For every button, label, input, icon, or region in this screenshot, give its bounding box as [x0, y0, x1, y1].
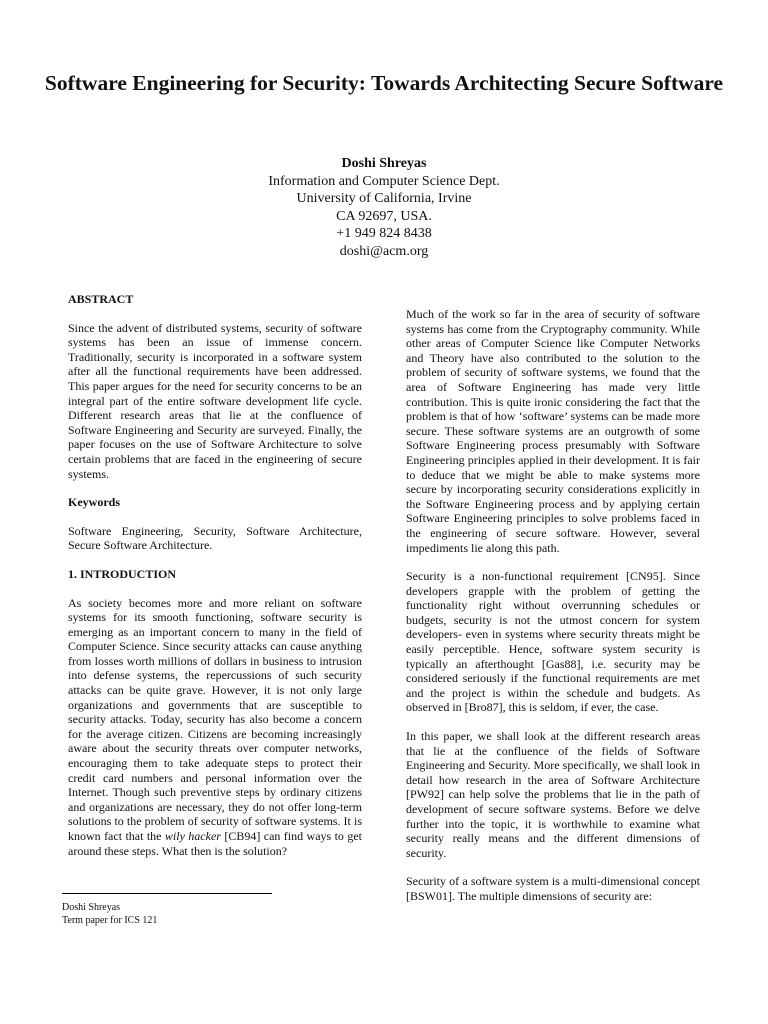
footnote [62, 901, 362, 927]
author-location: CA 92697, USA. [336, 208, 432, 224]
right-column [406, 307, 700, 918]
intro-heading: 1. INTRODUCTION [68, 566, 177, 581]
footnote-line-2: Term paper for ICS 121 [62, 915, 158, 926]
keywords-heading: Keywords [68, 495, 120, 510]
left-column [68, 292, 362, 872]
keywords-text: Software Engineering, Security, Software Architecture, Secure Software Architecture. [68, 523, 362, 553]
paper-title: Software Engineering for Security: Towards Architecting Secure Software [44, 71, 724, 95]
footnote-rule [62, 893, 272, 894]
author-block [40, 155, 728, 260]
footnote-line-1: Doshi Shreyas [62, 902, 121, 913]
author-phone: +1 949 824 8438 [336, 226, 432, 241]
right-paragraph-1: Much of the work so far in the area of security of software systems has come from the Cryptography community. While other areas of Computer Science like Computer Networks and Theory have also contributed to the solution to the problem of security of software systems, we found that the area of Software Engineering has made very little contribution. This is quite ironic considering the fact that the problem is that of how ‘software’ systems can be made more secure. These software systems are an outgrowth of some Software Engineering process presumably with Software Engineering principles applied in their development. It is fair to deduce that we might be able to make systems more secure by incorporating security considerations explicitly in the Software Engineering process and by applying certain Software Engineering principles to solve problems faced in the engineering of secure software. However, several impediments lie along this path. [406, 307, 700, 555]
intro-text-part2: [CB94] can find ways to get around these steps. What then is the solution? [68, 829, 362, 858]
intro-paragraph [68, 596, 362, 859]
intro-text-italic: wily hacker [164, 829, 221, 843]
author-dept: Information and Computer Science Dept. [268, 173, 500, 189]
abstract-text: Since the advent of distributed systems, security of software systems has been an issue of immense concern. Traditionally, security is incorporated in a software system after all the functional requirements have been addressed. This paper argues for the need for security concerns to be an integral part of the entire software development life cycle. Different research areas that lie at the confluence of Software Engineering and Security are surveyed. Finally, the paper focuses on the use of Software Architecture to solve certain problems that are faced in the engineering of secure systems. [68, 320, 362, 481]
right-paragraph-3: In this paper, we shall look at the different research areas that lie at the confluence of the fields of Software Engineering and Security. More specifically, we shall look in detail how research in the area of Software Architecture [PW92] can help solve the problems that lie in the path of development of secure software systems. Before we delve further into the topic, it is worthwhile to examine what security really means and the different dimensions of security. [406, 729, 700, 860]
intro-text-part1: As society becomes more and more reliant on software systems for its smooth functioning, software security is emerging as an important concern to many in the field of Computer Science. Since security attacks can cause anything from losses worth millions of dollars in business to intrusion into defense systems, the repercussions of such security attacks can be quite grave. However, it is not only large organizations and governments that are susceptible to security attacks. Today, security has also become a concern for the average citizen. Citizens are becoming increasingly aware about the security threats over computer networks, encouraging them to take adequate steps to protect their credit card numbers and personal information over the Internet. Though such preventive steps by ordinary citizens and organizations are necessary, they do not offer long-term solutions to the problem of security of software systems. It is known fact that the [68, 595, 362, 843]
right-paragraph-2: Security is a non-functional requirement [CN95]. Since developers grapple with the problem of getting the functionality right without overrunning schedules or budgets, security is not the utmost concern for system developers- even in systems where security threats might be easily perceptible. Hence, software system security is typically an afterthought [Gas88], i.e. security may be considered seriously if the functional requirements are met and the project is within the schedule and budgets. As observed in [Bro87], this is seldom, if ever, the case. [406, 569, 700, 715]
author-university: University of California, Irvine [296, 191, 472, 206]
author-name: Doshi Shreyas [341, 156, 427, 171]
right-paragraph-4: Security of a software system is a multi-dimensional concept [BSW01]. The multiple dimensions of security are: [406, 874, 700, 903]
author-email[interactable]: doshi@acm.org [339, 243, 429, 259]
abstract-heading: ABSTRACT [68, 292, 134, 306]
